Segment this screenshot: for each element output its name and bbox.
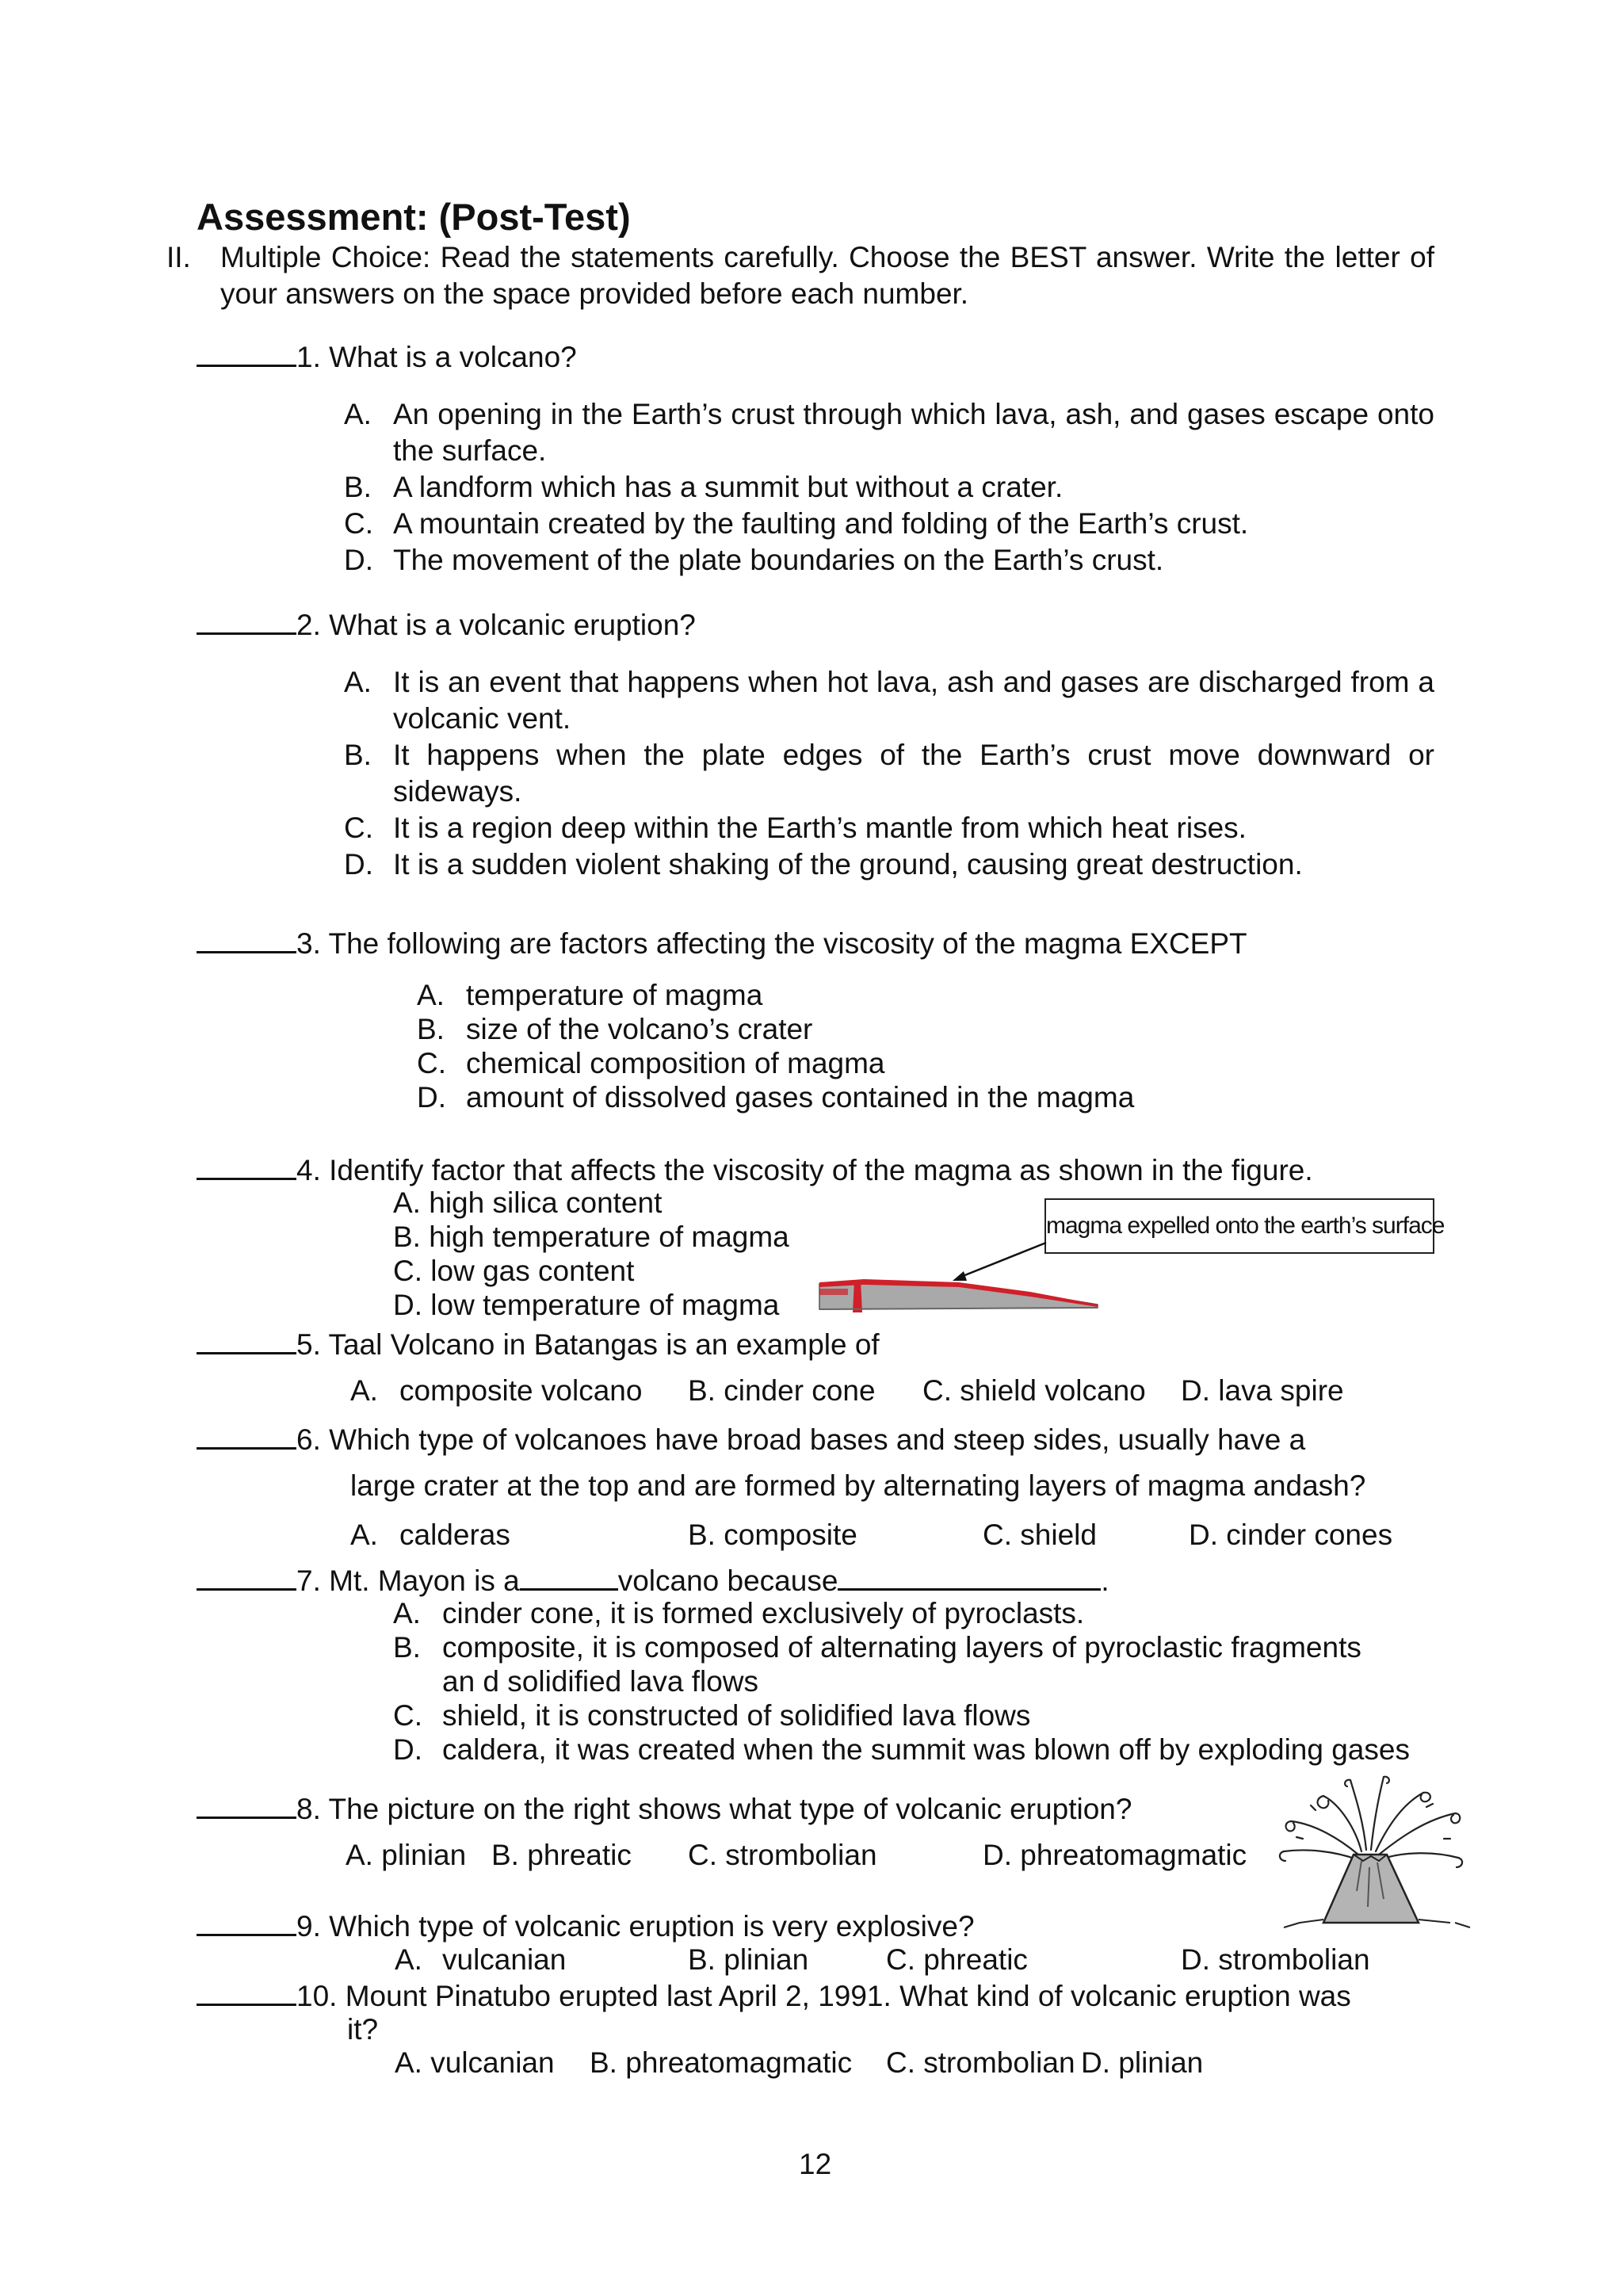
question-7: 7. Mt. Mayon is a volcano because . xyxy=(197,1561,1109,1599)
option-a: A. It is an event that happens when hot lava, ash and gases are discharged from a volcanic vent. xyxy=(344,666,1434,735)
option-c: C. It is a region deep within the Earth’s mantle from which heat rises. xyxy=(344,812,1247,844)
answer-blank-4[interactable] xyxy=(197,1151,296,1180)
answer-blank-1[interactable] xyxy=(197,338,296,367)
question-5-text: 5. Taal Volcano in Batangas is an example of xyxy=(296,1328,880,1361)
option-c: C. low gas content xyxy=(393,1255,635,1287)
option-d: D. caldera, it was created when the summit was blown off by exploding gases xyxy=(393,1733,1410,1766)
question-3-options xyxy=(417,978,1368,1114)
option-b: B. It happens when the plate edges of the Earth’s crust move downward or sideways. xyxy=(344,739,1434,808)
question-8-text: 8. The picture on the right shows what type of volcanic eruption? xyxy=(296,1793,1132,1825)
option-d: D. cinder cones xyxy=(1189,1519,1393,1551)
option-c: C. chemical composition of magma xyxy=(417,1047,885,1079)
question-3 xyxy=(197,924,1247,962)
option-d: D. It is a sudden violent shaking of the ground, causing great destruction. xyxy=(344,848,1303,881)
answer-blank-2[interactable] xyxy=(197,606,296,635)
page-number: 12 xyxy=(799,2148,832,2180)
question-4-text: 4. Identify factor that affects the viscosity of the magma as shown in the figure. xyxy=(296,1154,1313,1186)
question-7-options xyxy=(393,1596,1447,1767)
question-9 xyxy=(197,1907,975,1945)
option-a: A. cinder cone, it is formed exclusively of pyroclasts. xyxy=(393,1597,1085,1629)
option-c: C. shield, it is constructed of solidified lava flows xyxy=(393,1699,1031,1732)
question-6-text-cont: large crater at the top and are formed by alternating layers of magma andash? xyxy=(350,1469,1366,1502)
option-c: C. strombolian xyxy=(886,2046,1075,2079)
question-6-options xyxy=(0,1517,1623,1553)
question-6-text: 6. Which type of volcanoes have broad bases and steep sides, usually have a xyxy=(296,1423,1306,1456)
answer-blank-10[interactable] xyxy=(197,1977,296,2006)
option-a-letter: A. xyxy=(350,1374,378,1407)
option-d: D. lava spire xyxy=(1181,1374,1344,1407)
option-d: D. amount of dissolved gases contained in the magma xyxy=(417,1081,1135,1114)
question-2 xyxy=(197,606,696,644)
option-a-letter: A. xyxy=(350,1519,378,1551)
option-c: C. strombolian xyxy=(688,1839,877,1871)
question-1-options xyxy=(344,396,1434,579)
question-1 xyxy=(197,338,577,376)
option-b: B. phreatomagmatic xyxy=(590,2046,853,2079)
option-b: B. A landform which has a summit but without a crater. xyxy=(344,471,1064,503)
question-4 xyxy=(197,1151,1313,1189)
question-2-text: 2. What is a volcanic eruption? xyxy=(296,609,696,641)
option-b: B. phreatic xyxy=(491,1839,632,1871)
instructions-text: Multiple Choice: Read the statements carefully. Choose the BEST answer. Write the letter of your answers on the space provided before each number. xyxy=(220,241,1434,310)
option-b: B. plinian xyxy=(688,1943,809,1976)
question-5 xyxy=(197,1325,880,1363)
option-a: A. vulcanian xyxy=(395,2046,555,2079)
option-b: B. composite, it is composed of alternating layers of pyroclastic fragments an d solidified lava flows xyxy=(393,1631,1361,1698)
option-c: C. phreatic xyxy=(886,1943,1028,1976)
question-1-text: 1. What is a volcano? xyxy=(296,341,577,373)
option-d: D. low temperature of magma xyxy=(393,1289,780,1321)
question-10 xyxy=(197,1977,1351,2015)
fill-blank-type[interactable] xyxy=(520,1561,618,1591)
answer-blank-9[interactable] xyxy=(197,1907,296,1936)
option-a-letter: A. xyxy=(395,1943,422,1976)
option-a: vulcanian xyxy=(442,1943,567,1976)
answer-blank-6[interactable] xyxy=(197,1420,296,1450)
option-a: A. high silica content xyxy=(393,1186,663,1219)
magma-flow-figure xyxy=(816,1236,1109,1316)
option-a: A. plinian xyxy=(346,1839,467,1871)
question-9-text: 9. Which type of volcanic eruption is very explosive? xyxy=(296,1910,975,1943)
option-d: D. strombolian xyxy=(1181,1943,1370,1976)
fill-blank-reason[interactable] xyxy=(838,1561,1101,1591)
option-c: C. shield xyxy=(983,1519,1097,1551)
option-a: A. temperature of magma xyxy=(417,979,763,1011)
question-3-text: 3. The following are factors affecting the viscosity of the magma EXCEPT xyxy=(296,927,1247,960)
option-b: B. composite xyxy=(688,1519,857,1551)
option-b: B. cinder cone xyxy=(688,1374,876,1407)
question-4-options xyxy=(393,1186,789,1322)
answer-blank-5[interactable] xyxy=(197,1325,296,1354)
option-d: D. The movement of the plate boundaries on the Earth’s crust. xyxy=(344,544,1164,576)
question-9-options xyxy=(0,1942,1623,1978)
option-b: B. size of the volcano’s crater xyxy=(417,1013,813,1045)
option-d: D. plinian xyxy=(1081,2046,1204,2079)
option-c: C. shield volcano xyxy=(922,1374,1146,1407)
question-6 xyxy=(197,1420,1305,1458)
page-title: Assessment: (Post-Test) xyxy=(197,196,631,238)
option-a: A. An opening in the Earth’s crust through which lava, ash, and gases escape onto the surface. xyxy=(344,398,1434,467)
question-8 xyxy=(197,1790,1132,1828)
section-number: II. xyxy=(166,241,191,273)
question-10-text: 10. Mount Pinatubo erupted last April 2, 1991. What kind of volcanic eruption was xyxy=(296,1980,1351,2012)
answer-blank-8[interactable] xyxy=(197,1790,296,1819)
instructions xyxy=(166,239,1434,312)
option-a: composite volcano xyxy=(399,1374,643,1407)
answer-blank-3[interactable] xyxy=(197,924,296,953)
question-5-options xyxy=(0,1373,1623,1409)
question-10-text-cont: it? xyxy=(347,2013,379,2046)
question-10-options xyxy=(0,2045,1623,2081)
option-c: C. A mountain created by the faulting and folding of the Earth’s crust. xyxy=(344,507,1249,540)
option-b: B. high temperature of magma xyxy=(393,1221,789,1253)
question-2-options xyxy=(344,664,1434,883)
figure-callout-label: magma expelled onto the earth’s surface xyxy=(1044,1198,1434,1254)
erupting-volcano-drawing xyxy=(1268,1772,1474,1931)
option-d: D. phreatomagmatic xyxy=(983,1839,1247,1871)
answer-blank-7[interactable] xyxy=(197,1561,296,1591)
option-a: calderas xyxy=(399,1519,510,1551)
